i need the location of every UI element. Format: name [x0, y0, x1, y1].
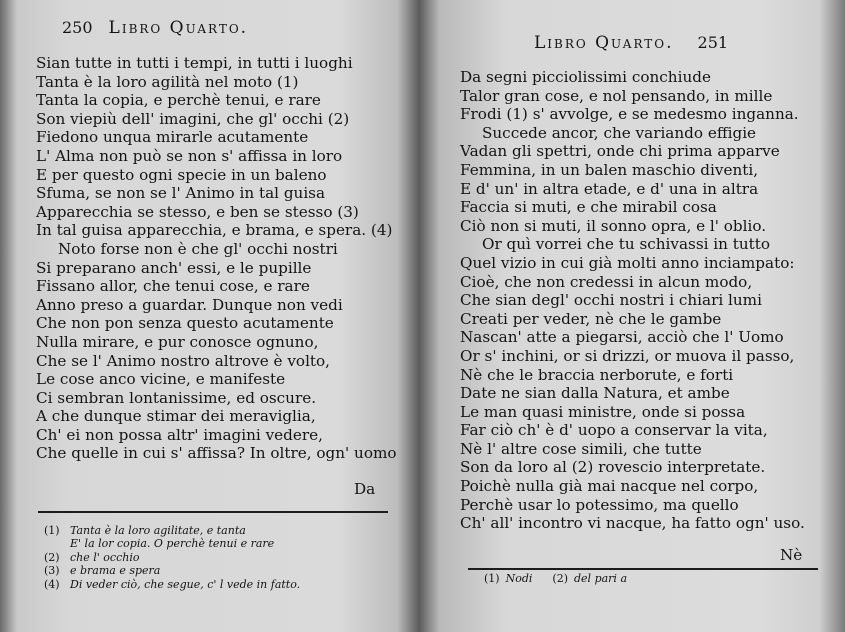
verse-line: Le cose anco vicine, e manifeste [36, 370, 286, 389]
footnote-mark: (4) [44, 577, 60, 591]
verse-line: Creati per veder, nè che le gambe [460, 309, 722, 328]
footnote [44, 537, 300, 550]
footnote-mark: (3) [44, 564, 60, 578]
footnote-text: Di veder ciò, che segue, c' l vede in fatto. [70, 577, 301, 591]
verse-line: Che sian degl' occhi nostri i chiari lumi [460, 291, 762, 310]
verse-line: Fissano allor, che tenui cose, e rare [36, 277, 310, 296]
verse-line: Ci sembran lontanissime, ed oscure. [36, 388, 317, 407]
right-footnotes [484, 572, 647, 585]
right-page-header [534, 33, 728, 53]
verse-line: A che dunque stimar dei meraviglia, [36, 407, 316, 426]
verse-line: Ch' ei non possa altr' imagini vedere, [36, 425, 323, 444]
footnote-text: che l' occhio [70, 550, 140, 564]
footnote-text: E' la lor copia. O perchè tenui e rare [70, 537, 275, 551]
catchword: Da [354, 480, 376, 498]
footnote [44, 578, 300, 591]
verse-line: Far ciò ch' è d' uopo a conservar la vita, [460, 421, 768, 440]
verse-line: Son da loro al (2) rovescio interpretate. [460, 458, 766, 477]
footnote-mark: (2) [44, 550, 60, 564]
verse-line: Nascan' atte a piegarsi, acciò che l' Uomo [460, 328, 784, 347]
left-page [0, 0, 420, 632]
verse-line: Sfuma, se non se l' Animo in tal guisa [36, 184, 326, 203]
verse-line: Quel vizio in cui già molti anno inciampato: [460, 253, 795, 272]
catchword: Nè [780, 546, 803, 564]
verse-line: Ch' all' incontro vi nacque, ha fatto ogn' uso. [460, 514, 805, 533]
footnote-rule [38, 511, 388, 513]
verse-line: Succede ancor, che variando effigie [482, 123, 757, 142]
verse-line: Cioè, che non credessi in alcun modo, [460, 272, 753, 291]
verse-line: In tal guisa apparecchia, e brama, e spera. (4) [36, 221, 393, 240]
left-footnotes [44, 524, 300, 591]
page-number: 250 [62, 18, 93, 37]
footnote-mark: (1) [44, 524, 60, 537]
verse-line: Fiedono unqua mirarle acutamente [36, 128, 309, 147]
footnote-rule [468, 568, 818, 570]
verse-line: Da segni picciolissimi conchiude [460, 68, 711, 86]
verse-line: Che non pon senza questo acutamente [36, 314, 334, 333]
running-title: Libro Quarto. [108, 18, 249, 38]
verse-line: Apparecchia se stesso, e ben se stesso (3) [36, 202, 359, 221]
verse-line: Che quelle in cui s' affissa? In oltre, ogn' uomo [36, 444, 397, 463]
right-verse-text [460, 68, 805, 533]
verse-line: Si preparano anch' essi, e le pupille [36, 258, 312, 277]
footnote [44, 551, 300, 564]
footnote-mark: (2) [552, 572, 568, 585]
footnote-text: Tanta è la loro agilitate, e tanta [70, 524, 246, 537]
footnote-mark: (1) [484, 572, 500, 585]
verse-line: Tanta la copia, e perchè tenui, e rare [36, 91, 321, 110]
verse-line: E per questo ogni specie in un baleno [36, 165, 327, 184]
footnote [484, 572, 532, 585]
verse-line: Son viepiù dell' imagini, che gl' occhi (2) [36, 109, 350, 128]
footnote-text: Nodi [505, 572, 533, 585]
verse-line: Tanta è la loro agilità nel moto (1) [36, 72, 299, 91]
verse-line: Perchè usar lo potessimo, ma quello [460, 495, 739, 514]
verse-line: Or s' inchini, or si drizzi, or muova il passo, [460, 346, 795, 365]
verse-line: Ciò non si muti, il sonno opra, e l' oblio. [460, 216, 767, 235]
running-title: Libro Quarto. [534, 33, 674, 53]
verse-line: E d' un' in altra etade, e d' una in altra [460, 179, 759, 198]
verse-line: Frodi (1) s' avvolge, e se medesmo inganna. [460, 105, 799, 124]
footnote [44, 524, 300, 537]
verse-line: Che se l' Animo nostro altrove è volto, [36, 351, 331, 370]
verse-line: Femmina, in un balen maschio diventi, [460, 160, 759, 179]
left-verse-text [36, 54, 397, 463]
verse-line: Or quì vorrei che tu schivassi in tutto [482, 235, 771, 254]
verse-line: L' Alma non può se non s' affissa in loro [36, 146, 343, 165]
verse-line: Poichè nulla già mai nacque nel corpo, [460, 477, 759, 496]
verse-line: Nè l' altre cose simili, che tutte [460, 439, 702, 458]
verse-line: Nè che le braccia nerborute, e forti [460, 365, 734, 384]
verse-line: Talor gran cose, e nol pensando, in mille [460, 86, 773, 105]
footnote [552, 572, 627, 585]
footnote-text: del pari a [574, 572, 627, 585]
footnote-text: e brama e spera [70, 564, 161, 578]
page-number: 251 [697, 33, 729, 52]
verse-line: Date ne sian dalla Natura, et ambe [460, 384, 730, 403]
right-page [424, 0, 845, 632]
verse-line: Noto forse non è che gl' occhi nostri [58, 239, 338, 258]
verse-line: Anno preso a guardar. Dunque non vedi [36, 295, 343, 314]
left-page-header [62, 18, 248, 38]
verse-line: Sian tutte in tutti i tempi, in tutti i luoghi [36, 54, 353, 72]
verse-line: Faccia si muti, e che mirabil cosa [460, 198, 717, 217]
footnote [44, 564, 300, 577]
verse-line: Le man quasi ministre, onde si possa [460, 402, 746, 421]
verse-line: Nulla mirare, e pur conosce ognuno, [36, 332, 319, 351]
verse-line: Vadan gli spettri, onde chi prima apparve [460, 142, 780, 161]
